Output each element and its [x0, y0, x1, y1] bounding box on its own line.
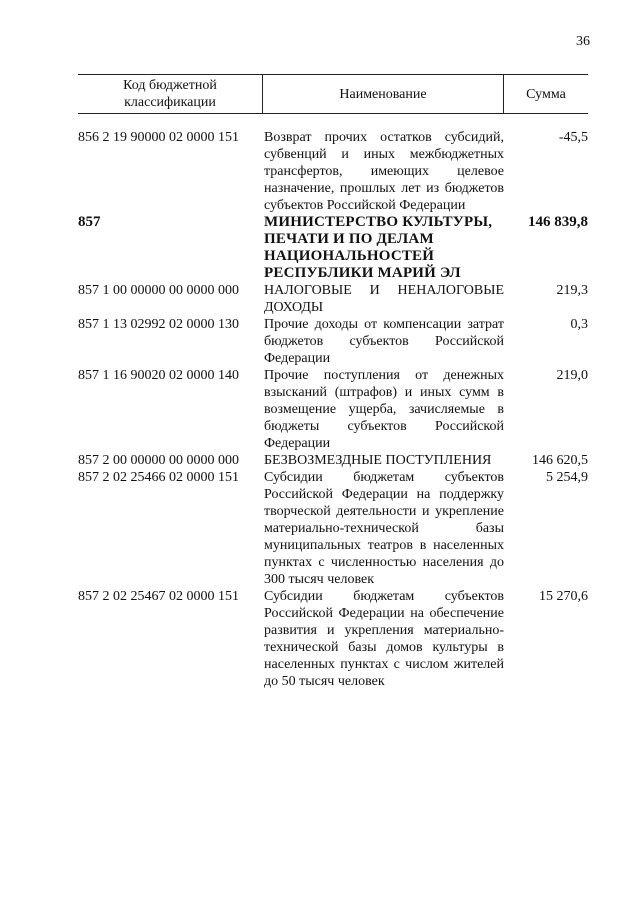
- table-row: [78, 316, 588, 367]
- row-sum: 5 254,9: [546, 470, 588, 485]
- header-name: Наименование: [263, 75, 504, 113]
- row-sum: 219,3: [556, 283, 588, 298]
- table-row: [78, 469, 588, 588]
- page-number: 36: [576, 34, 590, 49]
- header-code: Код бюджетной классификации: [78, 75, 263, 113]
- row-code: 857 1 13 02992 02 0000 130: [78, 317, 239, 332]
- table-row: [78, 588, 588, 690]
- table-row: [78, 452, 588, 469]
- row-name: МИНИСТЕРСТВО КУЛЬТУРЫ, ПЕЧАТИ И ПО ДЕЛАМ НАЦИОНАЛЬНОСТЕЙ РЕСПУБЛИКИ МАРИЙ ЭЛ: [264, 214, 493, 281]
- table-body: [78, 129, 588, 690]
- row-name: БЕЗВОЗМЕЗДНЫЕ ПОСТУПЛЕНИЯ: [264, 453, 492, 468]
- row-sum: 0,3: [570, 317, 588, 332]
- row-code: 857 1 00 00000 00 0000 000: [78, 283, 239, 298]
- row-name: Возврат прочих остатков субсидий, субвенций и иных межбюджетных трансфертов, имеющих целевое назначение, прошлых лет из бюджетов субъектов Российской Федерации: [264, 130, 504, 213]
- row-name: Субсидии бюджетам субъектов Российской Федерации на поддержку творческой деятельности и укрепление материально-технической базы муниципальных театров в населенных пунктах с численностью населения до 300 тысяч человек: [264, 470, 504, 587]
- row-sum: 146 839,8: [528, 214, 588, 230]
- table-row: [78, 129, 588, 214]
- row-code: 856 2 19 90000 02 0000 151: [78, 130, 239, 145]
- table-row: [78, 282, 588, 316]
- row-name: Субсидии бюджетам субъектов Российской Федерации на обеспечение развития и укрепления материально-технической базы домов культуры в населенных пунктах с числом жителей до 50 тысяч человек: [264, 589, 504, 689]
- row-code: 857 2 02 25466 02 0000 151: [78, 470, 239, 485]
- row-code: 857 1 16 90020 02 0000 140: [78, 368, 239, 383]
- row-sum: 15 270,6: [539, 589, 588, 604]
- table-row: [78, 214, 588, 282]
- row-name: НАЛОГОВЫЕ И НЕНАЛОГОВЫЕ ДОХОДЫ: [264, 283, 504, 315]
- row-name: Прочие поступления от денежных взысканий (штрафов) и иных сумм в возмещение ущерба, зачисляемые в бюджеты субъектов Российской Федерации: [264, 368, 504, 451]
- table-row: [78, 367, 588, 452]
- table-header: [78, 74, 588, 114]
- row-sum: 219,0: [556, 368, 588, 383]
- row-code: 857 2 00 00000 00 0000 000: [78, 453, 239, 468]
- row-sum: 146 620,5: [532, 453, 588, 468]
- row-name: Прочие доходы от компенсации затрат бюджетов субъектов Российской Федерации: [264, 317, 504, 366]
- row-code: 857: [78, 214, 101, 230]
- header-sum: Сумма: [526, 86, 566, 102]
- row-code: 857 2 02 25467 02 0000 151: [78, 589, 239, 604]
- row-sum: -45,5: [558, 130, 588, 145]
